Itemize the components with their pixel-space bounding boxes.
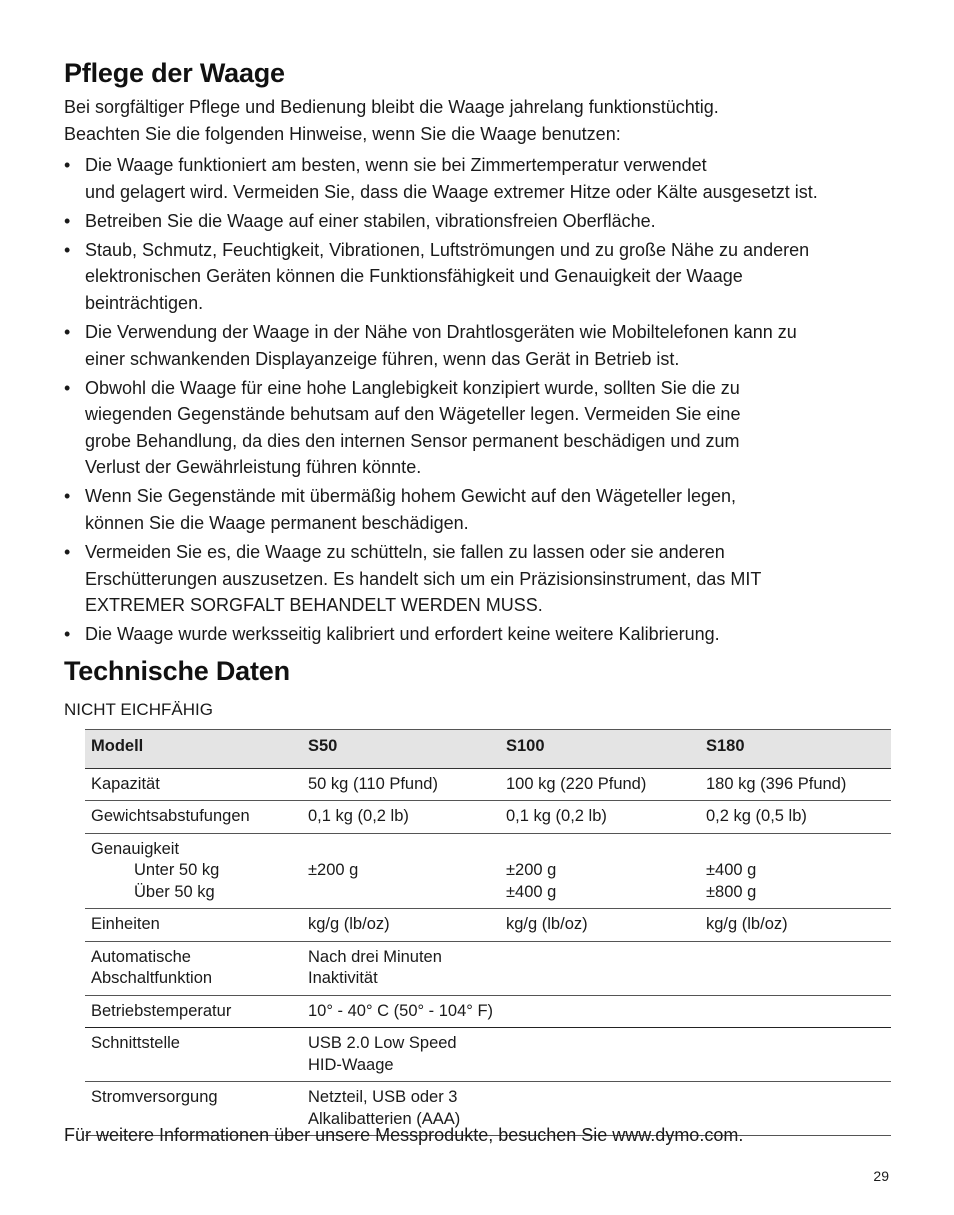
bullet-line: Staub, Schmutz, Feuchtigkeit, Vibrationen, Luftströmungen und zu große Nähe zu anderen bbox=[85, 239, 810, 260]
page-number: 29 bbox=[873, 1168, 889, 1184]
bullet-line: Die Waage wurde werksseitig kalibriert und erfordert keine weitere Kalibrierung. bbox=[85, 624, 720, 645]
cell-s100: kg/g (lb/oz) bbox=[500, 909, 700, 942]
bullet-line: Verlust der Gewährleistung führen könnte. bbox=[85, 457, 422, 478]
bullet-line: Die Waage funktioniert am besten, wenn sie bei Zimmertemperatur verwendet bbox=[85, 155, 707, 175]
value-line: Nach drei Minuten bbox=[308, 947, 442, 966]
value-line: Inaktivität bbox=[308, 969, 378, 987]
bullet-dot: • bbox=[64, 239, 71, 260]
bullet-line: grobe Behandlung, da dies den internen Sensor permanent beschädigen und zum bbox=[85, 430, 740, 451]
table-row-graduations bbox=[85, 801, 891, 834]
table-row-units bbox=[85, 909, 891, 942]
more-info-note: Für weitere Informationen über unsere Messprodukte, besuchen Sie www.dymo.com. bbox=[64, 1125, 744, 1145]
care-intro bbox=[64, 94, 894, 148]
value-line: HID-Waage bbox=[308, 1055, 394, 1074]
bullet-line: Erschütterungen auszusetzen. Es handelt sich um ein Präzisionsinstrument, das MIT bbox=[85, 568, 762, 589]
table-row-capacity bbox=[85, 768, 891, 801]
cell-s100 bbox=[500, 833, 700, 909]
bullet-dot: • bbox=[64, 210, 71, 231]
bullet-line: wiegenden Gegenstände behutsam auf den Wägeteller legen. Vermeiden Sie eine bbox=[85, 404, 741, 425]
bullet-item bbox=[64, 375, 904, 481]
table-row-interface bbox=[85, 1028, 891, 1082]
bullet-line: Wenn Sie Gegenstände mit übermäßig hohem Gewicht auf den Wägeteller legen, bbox=[85, 486, 737, 507]
specs-section-title: Technische Daten bbox=[64, 656, 290, 686]
header-s100: S100 bbox=[500, 730, 700, 769]
bullet-line: Obwohl die Waage für eine hohe Langlebigkeit konzipiert wurde, sollten Sie die zu bbox=[85, 377, 740, 398]
bullet-item bbox=[64, 539, 904, 619]
specs-table bbox=[85, 729, 891, 1136]
value-line: USB 2.0 Low Speed bbox=[308, 1034, 457, 1052]
header-model: Modell bbox=[85, 730, 302, 769]
cell-value: 10° - 40° C (50° - 104° F) bbox=[302, 995, 891, 1028]
bullet-line: beinträchtigen. bbox=[85, 292, 204, 313]
bullet-dot: • bbox=[64, 322, 71, 343]
table-header-row bbox=[85, 730, 891, 769]
bullet-item bbox=[64, 319, 904, 372]
bullet-dot: • bbox=[64, 155, 71, 175]
value-line: Alkalibatterien (AAA) bbox=[308, 1109, 461, 1128]
value-line: Netzteil, USB oder 3 bbox=[308, 1088, 458, 1106]
table-row-auto-off bbox=[85, 941, 891, 995]
row-label: Einheiten bbox=[85, 909, 302, 942]
bullet-line: elektronischen Geräten können die Funktionsfähigkeit und Genauigkeit der Waage bbox=[85, 266, 743, 287]
row-label bbox=[85, 833, 302, 909]
accuracy-value: ±800 g bbox=[706, 882, 757, 901]
cell-value bbox=[302, 941, 500, 995]
row-label: Gewichtsabstufungen bbox=[85, 801, 302, 834]
bullet-item bbox=[64, 237, 904, 317]
bullet-line: Vermeiden Sie es, die Waage zu schütteln, sie fallen zu lassen oder sie anderen bbox=[85, 542, 725, 563]
cell-s180: kg/g (lb/oz) bbox=[700, 909, 891, 942]
cell-s50 bbox=[302, 833, 500, 909]
cell-s180: 0,2 kg (0,5 lb) bbox=[700, 801, 891, 834]
row-label-line: Automatische bbox=[91, 947, 191, 966]
table-row-accuracy bbox=[85, 833, 891, 909]
cell-s100: 0,1 kg (0,2 lb) bbox=[500, 801, 700, 834]
cell-value bbox=[302, 1028, 500, 1082]
row-label: Schnittstelle bbox=[85, 1028, 302, 1082]
cell-empty bbox=[700, 1028, 891, 1082]
row-label bbox=[85, 941, 302, 995]
bullet-line: können Sie die Waage permanent beschädigen. bbox=[85, 512, 469, 533]
care-bullet-list bbox=[64, 152, 904, 651]
row-label: Stromversorgung bbox=[85, 1082, 302, 1136]
bullet-dot: • bbox=[64, 542, 71, 563]
bullet-item bbox=[64, 621, 904, 648]
bullet-line: Die Verwendung der Waage in der Nähe von Drahtlosgeräten wie Mobiltelefonen kann zu bbox=[85, 322, 797, 343]
bullet-item bbox=[64, 208, 904, 235]
bullet-line: EXTREMER SORGFALT BEHANDELT WERDEN MUSS. bbox=[85, 595, 543, 616]
cell-s180: 180 kg (396 Pfund) bbox=[700, 768, 891, 801]
accuracy-value: ±200 g bbox=[506, 861, 557, 879]
bullet-line: und gelagert wird. Vermeiden Sie, dass die Waage extremer Hitze oder Kälte ausgesetzt ist. bbox=[85, 181, 818, 202]
intro-line: Bei sorgfältiger Pflege und Bedienung bleibt die Waage jahrelang funktionstüchtig. bbox=[64, 97, 719, 117]
bullet-dot: • bbox=[64, 486, 71, 507]
cell-s50: 50 kg (110 Pfund) bbox=[302, 768, 500, 801]
bullet-item bbox=[64, 483, 904, 536]
not-legal-for-trade-note: NICHT EICHFÄHIG bbox=[64, 700, 213, 719]
accuracy-label: Genauigkeit bbox=[91, 839, 180, 858]
accuracy-value: ±200 g bbox=[308, 861, 359, 879]
bullet-line: Betreiben Sie die Waage auf einer stabilen, vibrationsfreien Oberfläche. bbox=[85, 210, 656, 231]
accuracy-sublabel: Unter 50 kg bbox=[134, 861, 220, 879]
cell-empty bbox=[700, 941, 891, 995]
row-label: Kapazität bbox=[85, 768, 302, 801]
bullet-line: einer schwankenden Displayanzeige führen, wenn das Gerät in Betrieb ist. bbox=[85, 348, 680, 369]
cell-s50: kg/g (lb/oz) bbox=[302, 909, 500, 942]
cell-s180 bbox=[700, 833, 891, 909]
cell-s100: 100 kg (220 Pfund) bbox=[500, 768, 700, 801]
accuracy-sublabel: Über 50 kg bbox=[134, 882, 215, 901]
header-s180: S180 bbox=[700, 730, 891, 769]
accuracy-value: ±400 g bbox=[506, 882, 557, 901]
bullet-item bbox=[64, 152, 904, 205]
row-label: Betriebstemperatur bbox=[85, 995, 302, 1028]
care-section-title: Pflege der Waage bbox=[64, 58, 285, 88]
intro-line: Beachten Sie die folgenden Hinweise, wenn Sie die Waage benutzen: bbox=[64, 124, 621, 144]
accuracy-value: ±400 g bbox=[706, 861, 757, 879]
cell-empty bbox=[500, 1028, 700, 1082]
table-row-operating-temp bbox=[85, 995, 891, 1028]
bullet-dot: • bbox=[64, 377, 71, 398]
cell-s50: 0,1 kg (0,2 lb) bbox=[302, 801, 500, 834]
cell-empty bbox=[500, 941, 700, 995]
header-s50: S50 bbox=[302, 730, 500, 769]
row-label-line: Abschaltfunktion bbox=[91, 969, 213, 987]
bullet-dot: • bbox=[64, 624, 71, 645]
